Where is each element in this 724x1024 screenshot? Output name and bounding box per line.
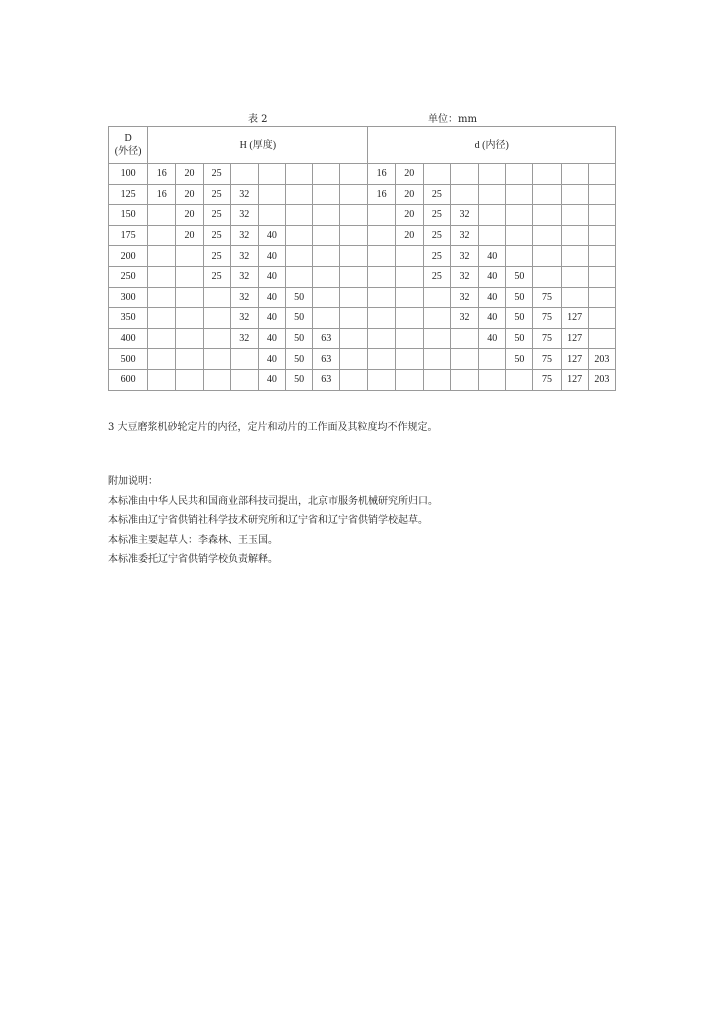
cell-thickness bbox=[340, 266, 368, 287]
cell-inner-diameter bbox=[479, 164, 506, 185]
cell-inner-diameter bbox=[450, 328, 478, 349]
cell-thickness bbox=[148, 308, 176, 329]
cell-thickness: 32 bbox=[230, 246, 258, 267]
cell-thickness bbox=[313, 184, 340, 205]
cell-outer-diameter: 100 bbox=[109, 164, 148, 185]
cell-inner-diameter: 20 bbox=[395, 184, 423, 205]
note-3: 3 大豆磨浆机砂轮定片的内径，定片和动片的工作面及其粒度均不作规定。 bbox=[108, 422, 438, 433]
cell-inner-diameter: 25 bbox=[423, 266, 450, 287]
cell-inner-diameter bbox=[450, 164, 478, 185]
cell-inner-diameter: 50 bbox=[506, 328, 533, 349]
cell-inner-diameter bbox=[368, 246, 395, 267]
cell-thickness bbox=[340, 328, 368, 349]
cell-inner-diameter: 127 bbox=[561, 328, 588, 349]
cell-thickness bbox=[203, 349, 230, 370]
appendix-heading: 附加说明： bbox=[108, 476, 158, 487]
cell-inner-diameter bbox=[395, 308, 423, 329]
cell-inner-diameter bbox=[506, 225, 533, 246]
cell-thickness: 40 bbox=[258, 328, 285, 349]
cell-inner-diameter: 20 bbox=[395, 164, 423, 185]
appendix-line: 本标准主要起草人：李森林、王玉国。 bbox=[108, 534, 278, 546]
cell-inner-diameter bbox=[479, 369, 506, 390]
cell-inner-diameter bbox=[479, 225, 506, 246]
table-row bbox=[109, 328, 616, 349]
header-d-symbol: D bbox=[124, 133, 132, 144]
cell-inner-diameter: 32 bbox=[450, 205, 478, 226]
cell-inner-diameter: 75 bbox=[533, 287, 561, 308]
cell-thickness: 32 bbox=[230, 266, 258, 287]
cell-inner-diameter: 50 bbox=[506, 349, 533, 370]
appendix-line: 本标准由中华人民共和国商业部科技司提出，北京市服务机械研究所归口。 bbox=[108, 495, 438, 507]
cell-outer-diameter: 600 bbox=[109, 369, 148, 390]
header-inner-diameter-group: d (内径) bbox=[368, 127, 616, 164]
cell-inner-diameter bbox=[479, 184, 506, 205]
cell-thickness bbox=[258, 205, 285, 226]
cell-inner-diameter bbox=[588, 225, 615, 246]
cell-thickness: 32 bbox=[230, 328, 258, 349]
cell-thickness: 50 bbox=[286, 369, 313, 390]
cell-inner-diameter bbox=[368, 287, 395, 308]
cell-inner-diameter: 25 bbox=[423, 225, 450, 246]
cell-thickness bbox=[340, 225, 368, 246]
cell-inner-diameter bbox=[423, 164, 450, 185]
cell-thickness bbox=[148, 369, 176, 390]
cell-thickness bbox=[313, 225, 340, 246]
cell-inner-diameter bbox=[506, 369, 533, 390]
cell-thickness: 63 bbox=[313, 328, 340, 349]
cell-thickness bbox=[313, 287, 340, 308]
header-thickness-group: H (厚度) bbox=[148, 127, 368, 164]
cell-inner-diameter bbox=[368, 266, 395, 287]
cell-thickness: 16 bbox=[148, 184, 176, 205]
cell-inner-diameter: 75 bbox=[533, 369, 561, 390]
cell-thickness bbox=[313, 266, 340, 287]
cell-thickness bbox=[176, 308, 203, 329]
cell-inner-diameter bbox=[450, 184, 478, 205]
cell-inner-diameter: 32 bbox=[450, 308, 478, 329]
cell-thickness bbox=[148, 225, 176, 246]
cell-inner-diameter bbox=[533, 164, 561, 185]
cell-inner-diameter bbox=[368, 308, 395, 329]
cell-thickness: 25 bbox=[203, 266, 230, 287]
cell-thickness: 20 bbox=[176, 225, 203, 246]
cell-inner-diameter bbox=[588, 287, 615, 308]
cell-thickness: 25 bbox=[203, 225, 230, 246]
cell-inner-diameter: 40 bbox=[479, 246, 506, 267]
cell-inner-diameter: 75 bbox=[533, 308, 561, 329]
cell-thickness: 25 bbox=[203, 184, 230, 205]
cell-thickness bbox=[148, 328, 176, 349]
cell-inner-diameter bbox=[450, 369, 478, 390]
cell-thickness bbox=[203, 328, 230, 349]
cell-outer-diameter: 250 bbox=[109, 266, 148, 287]
cell-thickness bbox=[286, 246, 313, 267]
cell-inner-diameter bbox=[588, 205, 615, 226]
cell-inner-diameter bbox=[479, 205, 506, 226]
cell-outer-diameter: 500 bbox=[109, 349, 148, 370]
cell-thickness: 32 bbox=[230, 205, 258, 226]
cell-inner-diameter: 25 bbox=[423, 205, 450, 226]
cell-thickness: 40 bbox=[258, 287, 285, 308]
cell-inner-diameter: 32 bbox=[450, 287, 478, 308]
cell-inner-diameter bbox=[588, 246, 615, 267]
cell-thickness: 63 bbox=[313, 349, 340, 370]
cell-inner-diameter bbox=[368, 205, 395, 226]
cell-inner-diameter bbox=[395, 266, 423, 287]
cell-inner-diameter bbox=[368, 328, 395, 349]
cell-thickness bbox=[340, 184, 368, 205]
cell-inner-diameter bbox=[368, 349, 395, 370]
cell-thickness: 32 bbox=[230, 225, 258, 246]
cell-inner-diameter: 20 bbox=[395, 225, 423, 246]
cell-inner-diameter bbox=[561, 287, 588, 308]
cell-thickness bbox=[258, 164, 285, 185]
cell-outer-diameter: 150 bbox=[109, 205, 148, 226]
cell-inner-diameter bbox=[395, 287, 423, 308]
cell-thickness bbox=[203, 308, 230, 329]
table-row bbox=[109, 225, 616, 246]
cell-inner-diameter: 203 bbox=[588, 369, 615, 390]
cell-inner-diameter bbox=[588, 184, 615, 205]
cell-inner-diameter bbox=[395, 349, 423, 370]
table-header-row bbox=[109, 127, 616, 164]
table-body bbox=[109, 164, 616, 391]
cell-thickness: 40 bbox=[258, 308, 285, 329]
cell-inner-diameter bbox=[561, 266, 588, 287]
cell-thickness bbox=[313, 205, 340, 226]
cell-thickness: 32 bbox=[230, 184, 258, 205]
cell-inner-diameter bbox=[561, 164, 588, 185]
cell-inner-diameter bbox=[533, 246, 561, 267]
cell-inner-diameter bbox=[506, 205, 533, 226]
table-unit-label: 单位：mm bbox=[428, 114, 477, 125]
cell-outer-diameter: 125 bbox=[109, 184, 148, 205]
cell-thickness: 40 bbox=[258, 246, 285, 267]
cell-inner-diameter bbox=[423, 287, 450, 308]
cell-thickness bbox=[176, 369, 203, 390]
cell-inner-diameter bbox=[588, 328, 615, 349]
cell-thickness bbox=[148, 266, 176, 287]
cell-inner-diameter: 127 bbox=[561, 349, 588, 370]
cell-inner-diameter bbox=[588, 308, 615, 329]
cell-thickness bbox=[313, 308, 340, 329]
table-row bbox=[109, 308, 616, 329]
cell-thickness: 50 bbox=[286, 328, 313, 349]
cell-inner-diameter bbox=[395, 246, 423, 267]
dimension-table bbox=[108, 126, 616, 391]
cell-thickness bbox=[340, 369, 368, 390]
cell-thickness bbox=[203, 369, 230, 390]
cell-inner-diameter bbox=[533, 184, 561, 205]
table-row bbox=[109, 205, 616, 226]
cell-thickness bbox=[340, 246, 368, 267]
header-outer-diameter bbox=[109, 127, 148, 164]
cell-thickness bbox=[176, 349, 203, 370]
cell-thickness bbox=[340, 287, 368, 308]
cell-thickness bbox=[313, 164, 340, 185]
cell-inner-diameter bbox=[506, 164, 533, 185]
cell-outer-diameter: 400 bbox=[109, 328, 148, 349]
cell-thickness bbox=[258, 184, 285, 205]
cell-inner-diameter: 75 bbox=[533, 328, 561, 349]
cell-thickness: 63 bbox=[313, 369, 340, 390]
cell-thickness bbox=[203, 287, 230, 308]
cell-inner-diameter: 20 bbox=[395, 205, 423, 226]
cell-inner-diameter bbox=[395, 328, 423, 349]
table-row bbox=[109, 349, 616, 370]
cell-thickness bbox=[340, 205, 368, 226]
cell-outer-diameter: 200 bbox=[109, 246, 148, 267]
cell-thickness: 40 bbox=[258, 266, 285, 287]
cell-thickness: 40 bbox=[258, 225, 285, 246]
cell-inner-diameter bbox=[506, 246, 533, 267]
table-row bbox=[109, 164, 616, 185]
appendix-line: 本标准委托辽宁省供销学校负责解释。 bbox=[108, 554, 278, 565]
cell-thickness bbox=[286, 205, 313, 226]
cell-thickness bbox=[176, 287, 203, 308]
cell-thickness: 25 bbox=[203, 246, 230, 267]
cell-inner-diameter bbox=[561, 225, 588, 246]
appendix-section bbox=[108, 472, 438, 570]
cell-inner-diameter: 50 bbox=[506, 266, 533, 287]
cell-thickness: 40 bbox=[258, 369, 285, 390]
cell-inner-diameter bbox=[561, 246, 588, 267]
cell-inner-diameter: 16 bbox=[368, 184, 395, 205]
table-row bbox=[109, 266, 616, 287]
cell-inner-diameter bbox=[561, 184, 588, 205]
cell-inner-diameter bbox=[533, 205, 561, 226]
header-d-label: (外径) bbox=[114, 146, 142, 157]
cell-thickness: 40 bbox=[258, 349, 285, 370]
cell-thickness bbox=[148, 287, 176, 308]
cell-inner-diameter bbox=[533, 225, 561, 246]
cell-thickness bbox=[230, 349, 258, 370]
cell-inner-diameter bbox=[395, 369, 423, 390]
cell-inner-diameter bbox=[506, 184, 533, 205]
cell-thickness bbox=[340, 308, 368, 329]
cell-inner-diameter bbox=[368, 225, 395, 246]
cell-inner-diameter bbox=[533, 266, 561, 287]
cell-inner-diameter: 203 bbox=[588, 349, 615, 370]
cell-thickness bbox=[176, 328, 203, 349]
cell-inner-diameter bbox=[561, 205, 588, 226]
cell-thickness bbox=[230, 164, 258, 185]
cell-inner-diameter: 32 bbox=[450, 246, 478, 267]
cell-inner-diameter: 127 bbox=[561, 369, 588, 390]
cell-thickness bbox=[176, 246, 203, 267]
cell-thickness bbox=[148, 205, 176, 226]
cell-thickness: 32 bbox=[230, 308, 258, 329]
cell-thickness bbox=[286, 225, 313, 246]
cell-thickness: 50 bbox=[286, 287, 313, 308]
cell-thickness: 32 bbox=[230, 287, 258, 308]
cell-outer-diameter: 175 bbox=[109, 225, 148, 246]
cell-thickness bbox=[230, 369, 258, 390]
cell-inner-diameter: 75 bbox=[533, 349, 561, 370]
cell-inner-diameter bbox=[423, 369, 450, 390]
cell-inner-diameter bbox=[450, 349, 478, 370]
cell-thickness bbox=[148, 246, 176, 267]
cell-thickness: 25 bbox=[203, 164, 230, 185]
cell-outer-diameter: 300 bbox=[109, 287, 148, 308]
cell-inner-diameter bbox=[588, 266, 615, 287]
cell-inner-diameter: 40 bbox=[479, 328, 506, 349]
cell-inner-diameter bbox=[588, 164, 615, 185]
cell-inner-diameter bbox=[423, 328, 450, 349]
cell-thickness: 20 bbox=[176, 205, 203, 226]
cell-thickness: 16 bbox=[148, 164, 176, 185]
cell-inner-diameter: 16 bbox=[368, 164, 395, 185]
cell-inner-diameter: 50 bbox=[506, 287, 533, 308]
cell-thickness: 20 bbox=[176, 184, 203, 205]
cell-inner-diameter: 127 bbox=[561, 308, 588, 329]
cell-thickness bbox=[340, 164, 368, 185]
table-row bbox=[109, 246, 616, 267]
cell-thickness: 20 bbox=[176, 164, 203, 185]
cell-thickness bbox=[340, 349, 368, 370]
cell-thickness bbox=[286, 164, 313, 185]
cell-thickness: 50 bbox=[286, 308, 313, 329]
cell-inner-diameter bbox=[479, 349, 506, 370]
cell-inner-diameter: 40 bbox=[479, 308, 506, 329]
cell-inner-diameter: 40 bbox=[479, 266, 506, 287]
cell-thickness: 25 bbox=[203, 205, 230, 226]
cell-inner-diameter bbox=[368, 369, 395, 390]
cell-outer-diameter: 350 bbox=[109, 308, 148, 329]
cell-inner-diameter bbox=[423, 308, 450, 329]
cell-inner-diameter: 25 bbox=[423, 184, 450, 205]
cell-inner-diameter: 32 bbox=[450, 266, 478, 287]
table-row bbox=[109, 184, 616, 205]
table-row bbox=[109, 369, 616, 390]
cell-thickness: 50 bbox=[286, 349, 313, 370]
cell-thickness bbox=[286, 184, 313, 205]
cell-inner-diameter: 25 bbox=[423, 246, 450, 267]
appendix-line: 本标准由辽宁省供销社科学技术研究所和辽宁省和辽宁省供销学校起草。 bbox=[108, 515, 428, 526]
table-row bbox=[109, 287, 616, 308]
cell-inner-diameter: 32 bbox=[450, 225, 478, 246]
cell-thickness bbox=[148, 349, 176, 370]
cell-inner-diameter bbox=[423, 349, 450, 370]
table-title: 表 2 bbox=[248, 114, 268, 125]
cell-thickness bbox=[176, 266, 203, 287]
cell-thickness bbox=[286, 266, 313, 287]
cell-inner-diameter: 50 bbox=[506, 308, 533, 329]
cell-thickness bbox=[313, 246, 340, 267]
cell-inner-diameter: 40 bbox=[479, 287, 506, 308]
